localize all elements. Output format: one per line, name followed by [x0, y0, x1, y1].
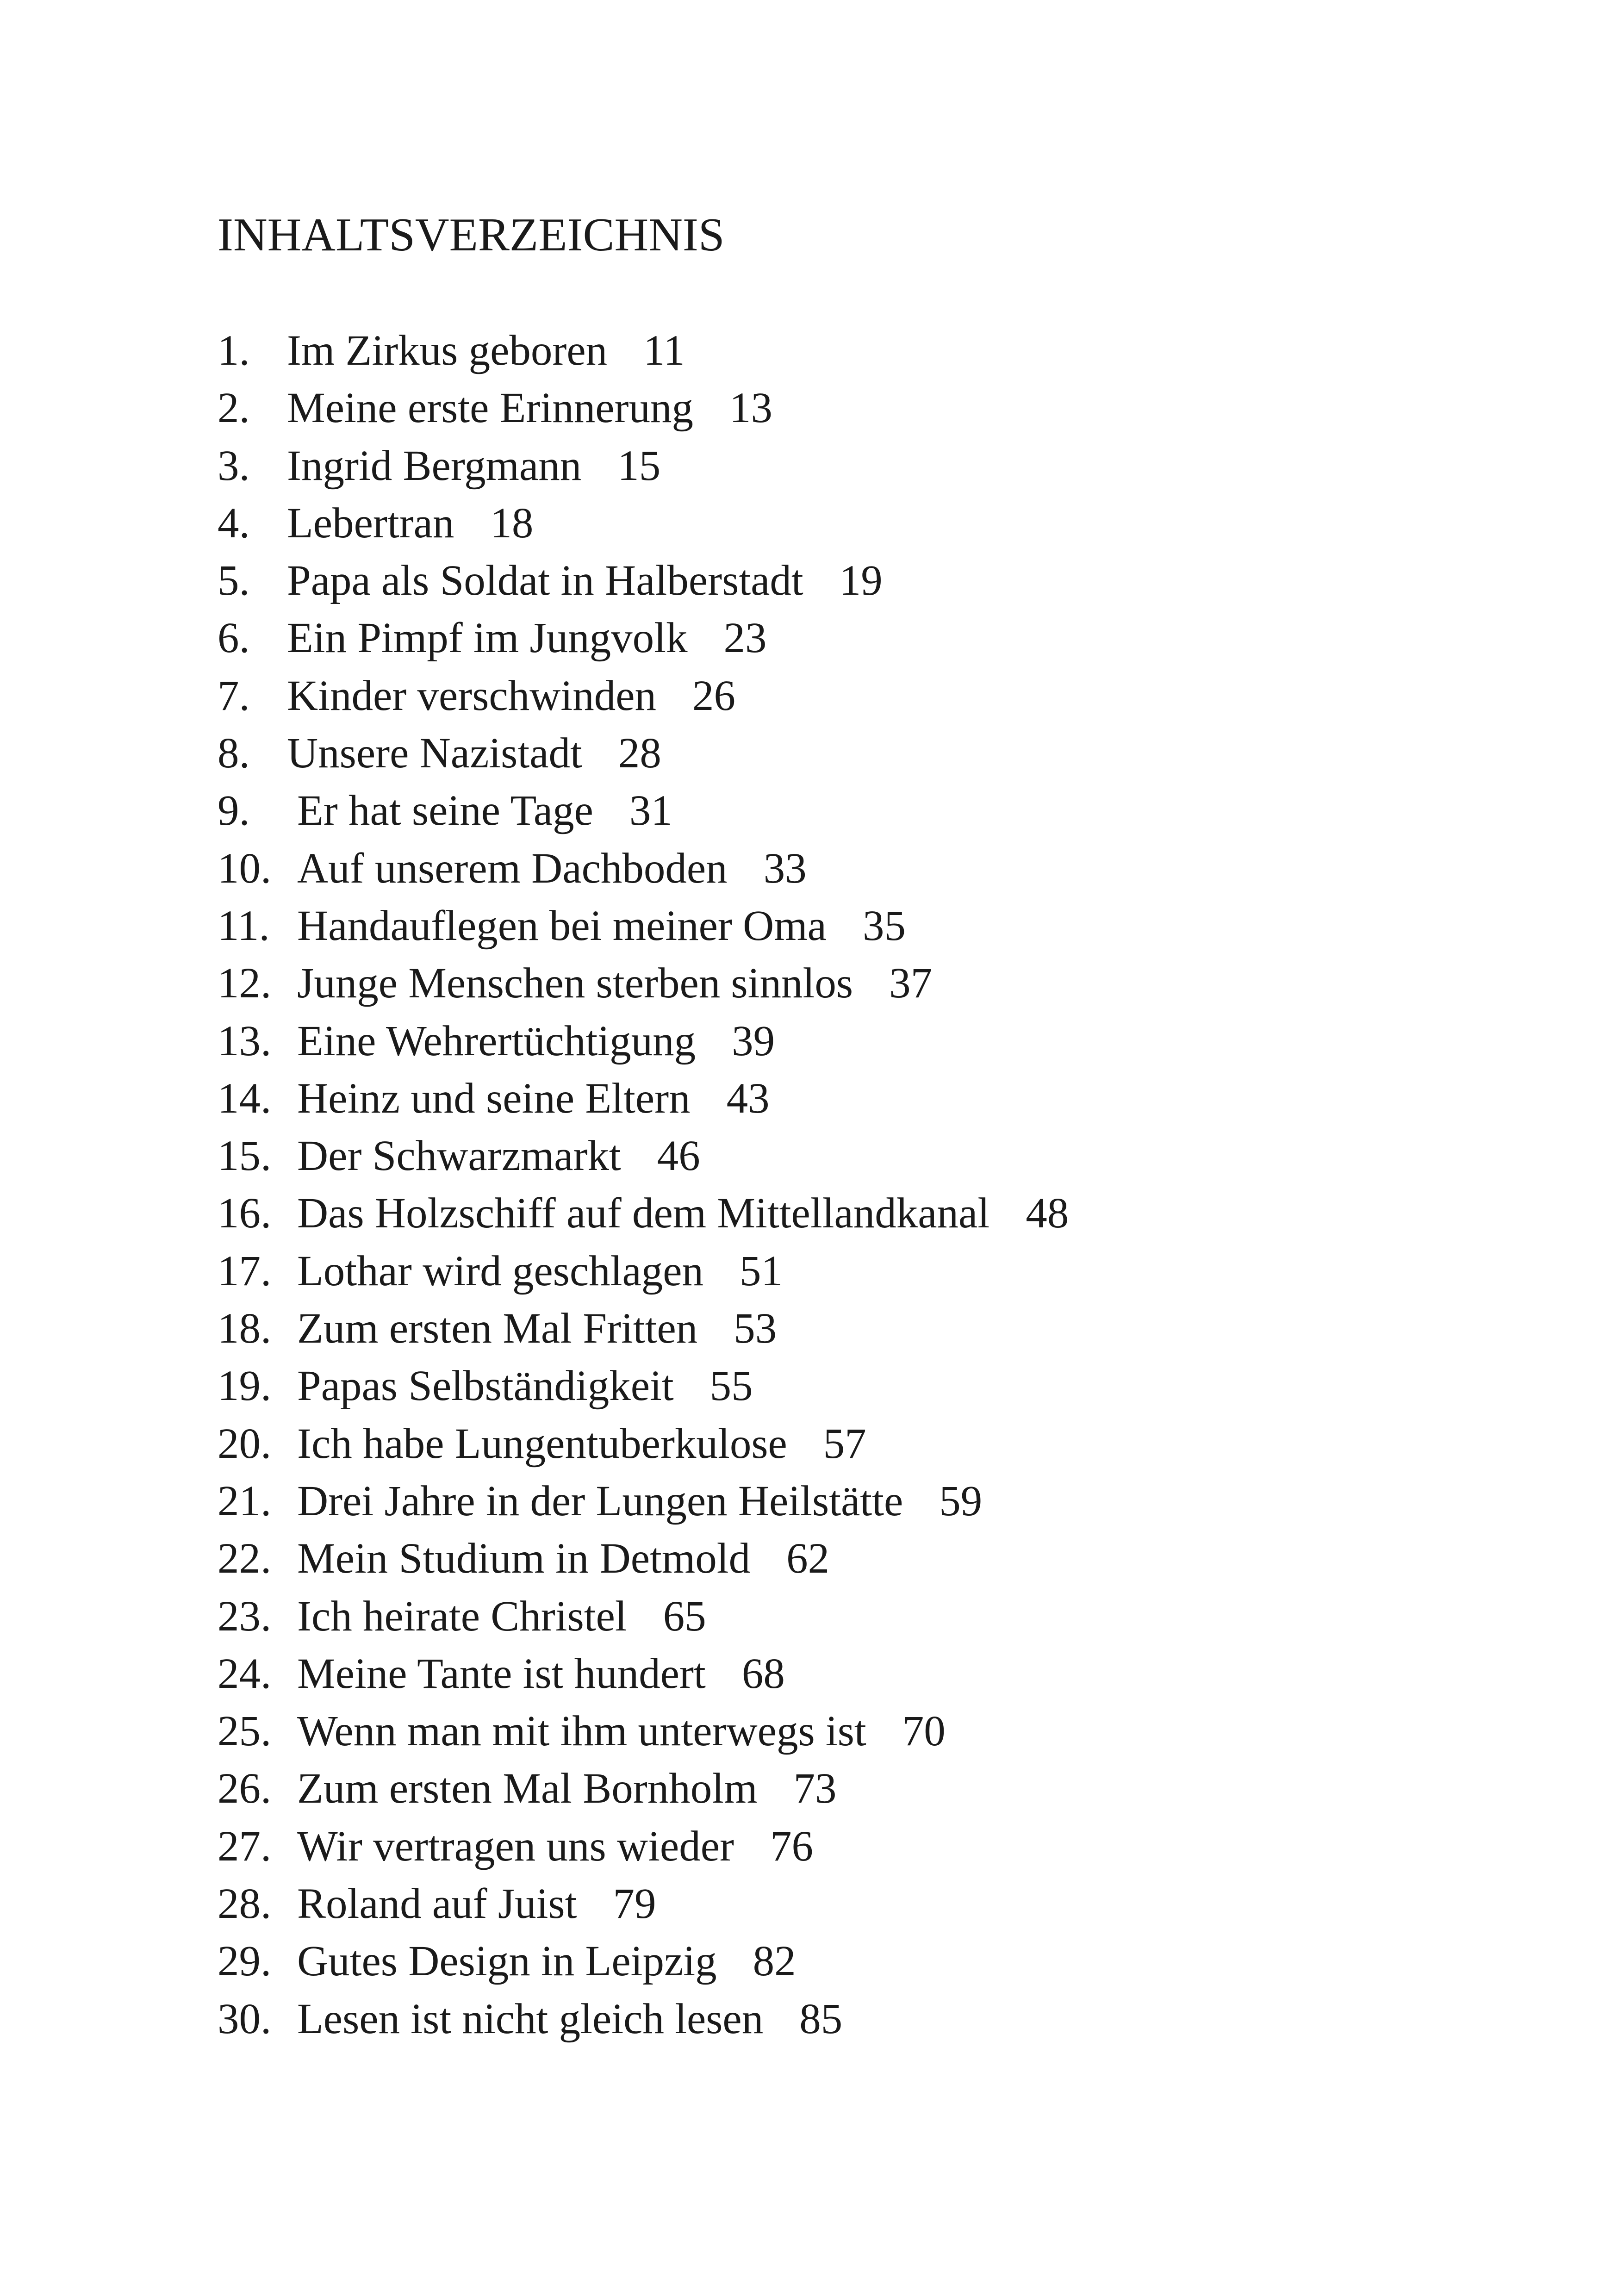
toc-entry-page: 76 — [770, 1822, 813, 1870]
toc-entry — [218, 667, 1069, 725]
toc-entry-title: Ich habe Lungentuberkulose — [297, 1419, 787, 1468]
toc-entry — [218, 1760, 1069, 1817]
toc-entry-page: 33 — [763, 844, 807, 892]
toc-entry-number: 5. — [218, 557, 250, 605]
page-title: INHALTSVERZEICHNIS — [218, 209, 725, 261]
toc-entry-page: 31 — [629, 787, 672, 835]
toc-entry-title: Meine erste Erinnerung — [287, 384, 694, 432]
toc-entry — [218, 552, 1069, 610]
toc-entry-title: Im Zirkus geboren — [287, 327, 608, 374]
toc-entry-number: 29. — [218, 1937, 272, 1985]
toc-entry-title: Er hat seine Tage — [297, 787, 593, 835]
toc-entry — [218, 1415, 1069, 1473]
toc-entry-title: Zum ersten Mal Bornholm — [297, 1765, 758, 1813]
toc-entry — [218, 610, 1069, 667]
toc-entry-number: 12. — [218, 959, 272, 1008]
toc-entry — [218, 322, 1069, 380]
toc-entry-page: 85 — [799, 1995, 843, 2043]
toc-entry-number: 6. — [218, 614, 250, 662]
toc-entry — [218, 1243, 1069, 1300]
toc-entry-page: 13 — [729, 384, 773, 432]
toc-entry-number: 16. — [218, 1189, 272, 1238]
toc-entry — [218, 1991, 1069, 2048]
toc-entry-page: 43 — [726, 1074, 770, 1122]
toc-entry-number: 2. — [218, 384, 250, 432]
toc-entry — [218, 1645, 1069, 1703]
toc-entry — [218, 1070, 1069, 1127]
toc-entry-number: 7. — [218, 672, 250, 720]
toc-entry — [218, 1013, 1069, 1070]
toc-entry-page: 65 — [663, 1592, 706, 1640]
toc-entry-number: 8. — [218, 729, 250, 778]
toc-entry — [218, 1530, 1069, 1587]
toc-entry-number: 17. — [218, 1247, 272, 1295]
toc-entry-title: Lesen ist nicht gleich lesen — [297, 1995, 764, 2043]
toc-entry — [218, 1357, 1069, 1415]
toc-entry-number: 24. — [218, 1649, 272, 1698]
toc-entry — [218, 380, 1069, 437]
toc-entry-page: 23 — [723, 614, 767, 662]
toc-entry — [218, 782, 1069, 840]
toc-entry-title: Ich heirate Christel — [297, 1592, 627, 1640]
toc-entry-number: 27. — [218, 1822, 272, 1870]
toc-entry-page: 62 — [786, 1535, 830, 1583]
toc-entry — [218, 1875, 1069, 1933]
toc-entry-number: 25. — [218, 1707, 272, 1755]
toc-entry-title: Heinz und seine Eltern — [297, 1074, 691, 1122]
toc-entry-number: 15. — [218, 1132, 272, 1180]
toc-entry-title: Ein Pimpf im Jungvolk — [287, 614, 688, 662]
toc-entry-number: 22. — [218, 1535, 272, 1583]
toc-entry-page: 11 — [643, 327, 685, 374]
toc-entry-number: 3. — [218, 442, 250, 490]
toc-entry-number: 30. — [218, 1995, 272, 2043]
toc-entry-number: 19. — [218, 1362, 272, 1410]
toc-entry-number: 1. — [218, 327, 250, 374]
toc-entry-title: Der Schwarzmarkt — [297, 1132, 621, 1180]
toc-entry-page: 19 — [839, 557, 883, 605]
toc-entry-number: 23. — [218, 1592, 272, 1640]
toc-entry-page: 70 — [902, 1707, 946, 1755]
toc-entry — [218, 1818, 1069, 1875]
toc-entry-page: 68 — [741, 1649, 785, 1698]
toc-entry-title: Handauflegen bei meiner Oma — [297, 902, 827, 950]
toc-entry-number: 11. — [218, 902, 270, 950]
toc-entry — [218, 1185, 1069, 1242]
toc-entry — [218, 897, 1069, 955]
toc-entry-page: 18 — [490, 499, 534, 547]
toc-entry-number: 13. — [218, 1017, 272, 1065]
toc-entry-number: 18. — [218, 1305, 272, 1353]
toc-entry-title: Kinder verschwinden — [287, 672, 656, 720]
toc-entry-page: 57 — [823, 1419, 866, 1468]
toc-entry-title: Papas Selbständigkeit — [297, 1362, 674, 1410]
toc-entry — [218, 437, 1069, 495]
toc-entry-title: Unsere Nazistadt — [287, 729, 582, 778]
table-of-contents — [218, 322, 1069, 2048]
toc-entry-title: Das Holzschiff auf dem Mittellandkanal — [297, 1189, 990, 1238]
toc-entry-title: Wir vertragen uns wieder — [297, 1822, 734, 1870]
toc-entry — [218, 1703, 1069, 1760]
toc-entry-title: Zum ersten Mal Fritten — [297, 1305, 698, 1353]
toc-entry-page: 59 — [939, 1477, 983, 1525]
toc-entry-title: Meine Tante ist hundert — [297, 1649, 706, 1698]
toc-entry-page: 39 — [732, 1017, 775, 1065]
toc-entry-title: Gutes Design in Leipzig — [297, 1937, 717, 1985]
toc-entry — [218, 1473, 1069, 1530]
toc-entry-title: Roland auf Juist — [297, 1880, 577, 1928]
toc-entry-number: 10. — [218, 844, 272, 892]
toc-entry-number: 14. — [218, 1074, 272, 1122]
toc-entry-number: 20. — [218, 1419, 272, 1468]
toc-entry — [218, 1127, 1069, 1185]
toc-entry-page: 53 — [734, 1305, 777, 1353]
toc-entry-page: 37 — [889, 959, 933, 1008]
toc-entry-title: Drei Jahre in der Lungen Heilstätte — [297, 1477, 903, 1525]
toc-entry-page: 79 — [613, 1880, 656, 1928]
toc-entry — [218, 1300, 1069, 1357]
toc-entry-number: 28. — [218, 1880, 272, 1928]
toc-entry-title: Ingrid Bergmann — [287, 442, 582, 490]
toc-entry-page: 51 — [740, 1247, 783, 1295]
toc-entry-title: Wenn man mit ihm unterwegs ist — [297, 1707, 866, 1755]
toc-entry-title: Mein Studium in Detmold — [297, 1535, 751, 1583]
toc-entry-page: 35 — [862, 902, 906, 950]
toc-entry-page: 82 — [753, 1937, 796, 1985]
toc-entry-number: 26. — [218, 1765, 272, 1813]
toc-entry-page: 48 — [1026, 1189, 1069, 1238]
toc-entry-number: 9. — [218, 787, 250, 835]
toc-entry — [218, 495, 1069, 552]
toc-entry-title: Eine Wehrertüchtigung — [297, 1017, 696, 1065]
toc-entry-title: Junge Menschen sterben sinnlos — [297, 959, 853, 1008]
toc-entry-page: 26 — [692, 672, 735, 720]
toc-entry-title: Lebertran — [287, 499, 454, 547]
toc-entry-number: 4. — [218, 499, 250, 547]
toc-entry — [218, 1588, 1069, 1645]
toc-entry-number: 21. — [218, 1477, 272, 1525]
toc-entry — [218, 955, 1069, 1012]
toc-entry-page: 55 — [709, 1362, 753, 1410]
toc-entry — [218, 840, 1069, 897]
toc-entry-title: Lothar wird geschlagen — [297, 1247, 704, 1295]
toc-entry-title: Auf unserem Dachboden — [297, 844, 728, 892]
toc-entry-page: 28 — [618, 729, 661, 778]
toc-entry-page: 15 — [617, 442, 661, 490]
toc-entry — [218, 1933, 1069, 1990]
toc-entry — [218, 725, 1069, 782]
toc-entry-page: 46 — [657, 1132, 700, 1180]
toc-entry-title: Papa als Soldat in Halberstadt — [287, 557, 803, 605]
toc-entry-page: 73 — [793, 1765, 837, 1813]
